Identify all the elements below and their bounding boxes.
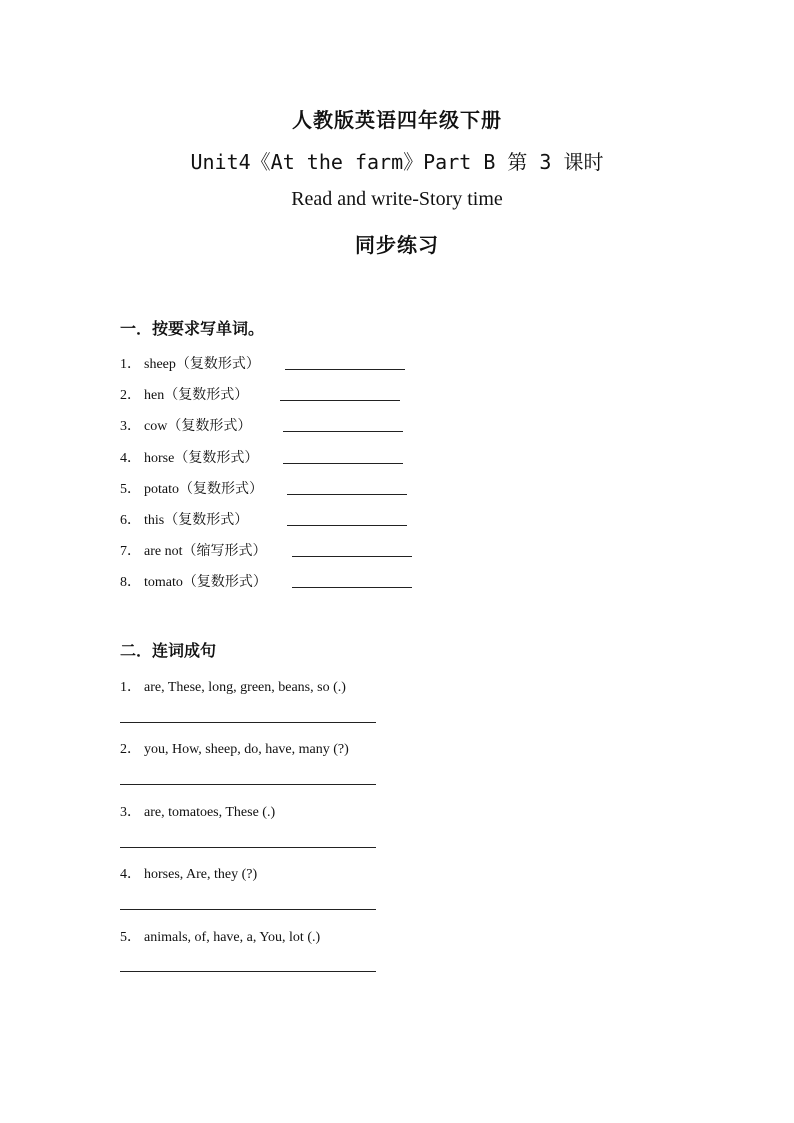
item-number: 1． bbox=[120, 357, 141, 372]
item-prompt: are, These, long, green, beans, so (.) bbox=[144, 680, 346, 695]
exercise-title: 同步练习 bbox=[355, 233, 439, 257]
item-number: 5． bbox=[120, 930, 141, 945]
word-item bbox=[120, 571, 267, 591]
sentence-item bbox=[120, 738, 349, 758]
word-item bbox=[120, 509, 248, 529]
sentence-item bbox=[120, 926, 320, 946]
answer-blank[interactable] bbox=[287, 494, 407, 495]
item-prompt: tomato（复数形式） bbox=[144, 575, 267, 590]
item-number: 2． bbox=[120, 388, 141, 403]
item-prompt: cow（复数形式） bbox=[144, 419, 252, 434]
section1-heading: 一．按要求写单词。 bbox=[120, 319, 265, 338]
unit-title: Unit4《At the farm》Part B 第 3 课时 bbox=[190, 150, 604, 174]
item-prompt: you, How, sheep, do, have, many (?) bbox=[144, 742, 349, 757]
sentence-item bbox=[120, 863, 257, 883]
item-number: 5． bbox=[120, 482, 141, 497]
item-prompt: hen（复数形式） bbox=[144, 388, 249, 403]
answer-blank[interactable] bbox=[283, 463, 403, 464]
item-prompt: this（复数形式） bbox=[144, 513, 249, 528]
answer-blank[interactable] bbox=[292, 556, 412, 557]
section2-heading: 二．连词成句 bbox=[120, 641, 217, 660]
item-number: 8． bbox=[120, 575, 141, 590]
item-number: 3． bbox=[120, 419, 141, 434]
word-item bbox=[120, 540, 266, 560]
word-item bbox=[120, 415, 251, 435]
word-item bbox=[120, 447, 258, 467]
answer-blank[interactable] bbox=[283, 431, 403, 432]
item-number: 1． bbox=[120, 680, 141, 695]
answer-line[interactable] bbox=[120, 722, 376, 723]
item-number: 4． bbox=[120, 451, 141, 466]
item-number: 6． bbox=[120, 513, 141, 528]
item-prompt: animals, of, have, a, You, lot (.) bbox=[144, 930, 321, 945]
answer-line[interactable] bbox=[120, 971, 376, 972]
item-number: 3． bbox=[120, 805, 141, 820]
word-item bbox=[120, 478, 263, 498]
book-title: 人教版英语四年级下册 bbox=[292, 108, 502, 132]
item-prompt: are not（缩写形式） bbox=[144, 544, 267, 559]
lesson-subtitle: Read and write-Story time bbox=[291, 188, 503, 210]
item-prompt: potato（复数形式） bbox=[144, 482, 263, 497]
item-number: 2． bbox=[120, 742, 141, 757]
word-item bbox=[120, 353, 260, 373]
answer-blank[interactable] bbox=[287, 525, 407, 526]
answer-line[interactable] bbox=[120, 784, 376, 785]
answer-line[interactable] bbox=[120, 847, 376, 848]
item-prompt: are, tomatoes, These (.) bbox=[144, 805, 276, 820]
answer-blank[interactable] bbox=[285, 369, 405, 370]
answer-line[interactable] bbox=[120, 909, 376, 910]
item-prompt: horses, Are, they (?) bbox=[144, 867, 258, 882]
item-prompt: horse（复数形式） bbox=[144, 451, 259, 466]
item-number: 7． bbox=[120, 544, 141, 559]
sentence-item bbox=[120, 801, 275, 821]
word-item bbox=[120, 384, 248, 404]
answer-blank[interactable] bbox=[292, 587, 412, 588]
item-prompt: sheep（复数形式） bbox=[144, 357, 260, 372]
item-number: 4． bbox=[120, 867, 141, 882]
answer-blank[interactable] bbox=[280, 400, 400, 401]
sentence-item bbox=[120, 676, 346, 696]
